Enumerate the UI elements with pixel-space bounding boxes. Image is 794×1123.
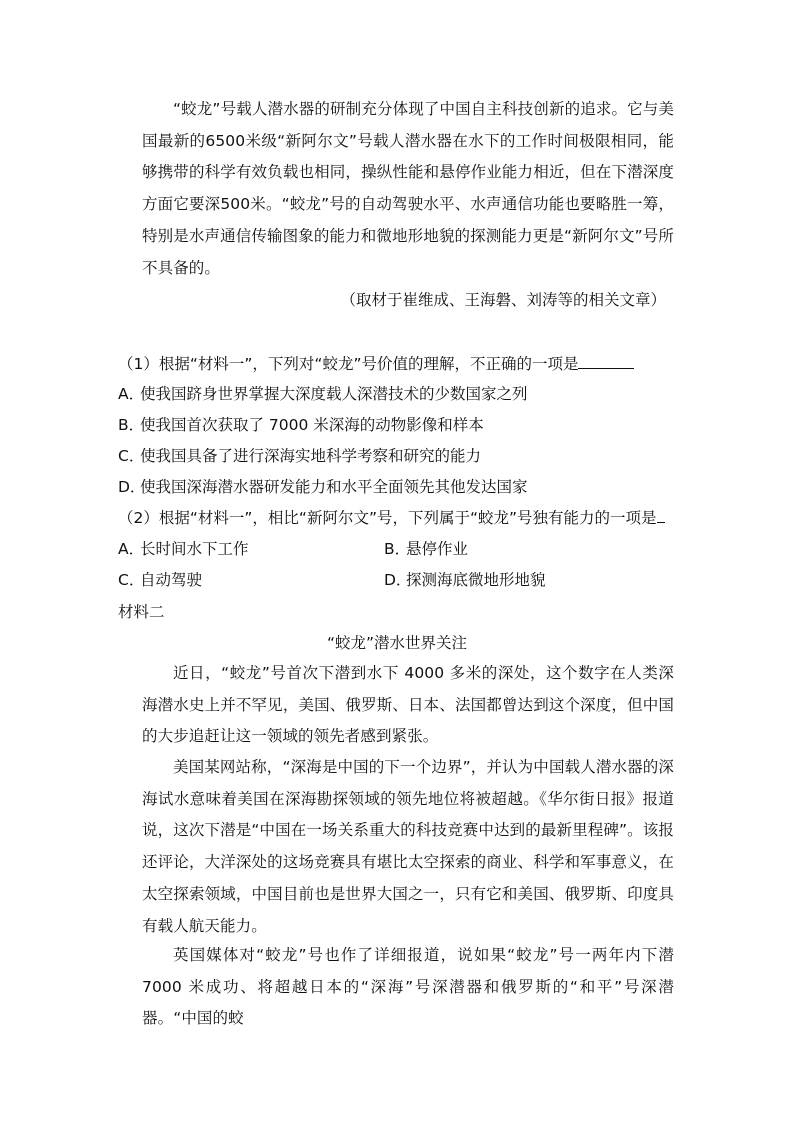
question-1-option-c: C．使我国具备了进行深海实地科学考察和研究的能力 — [118, 447, 482, 465]
question-2-stem: （2）根据“材料一”，相比“新阿尔文”号，下列属于“蛟龙”号独有能力的一项是 — [118, 506, 665, 530]
question-2-option-c: C．自动驾驶 — [118, 571, 203, 589]
question-1-stem: （1）根据“材料一”，下列对“蛟龙”号价值的理解，不正确的一项是 — [118, 352, 634, 376]
question-1-option-b: B．使我国首次获取了 7000 米深海的动物影像和样本 — [118, 416, 484, 434]
question-2-option-d: D．探测海底微地形地貌 — [384, 571, 546, 589]
material-2-title: “蛟龙”潜水世界关注 — [326, 634, 468, 652]
material-1-source: （取材于崔维成、王海磐、刘涛等的相关文章） — [340, 291, 666, 309]
answer-blank[interactable] — [578, 353, 634, 370]
material-2-paragraph-1: 近日，“蛟龙”号首次下潜到水下 4000 多米的深处，这个数字在人类深海潜水史上并不罕见，美国、俄罗斯、日本、法国都曾达到这个深度，但中国的大步追赶让这一领域的领先者感到紧张。 — [142, 664, 674, 746]
material-2-paragraph-3: 英国媒体对“蛟龙”号也作了详细报道，说如果“蛟龙”号一两年内下潜 7000 米成功、将超越日本的“深海”号深潜器和俄罗斯的“和平”号深潜器。“中国的蛟 — [142, 946, 674, 1028]
material-2-label: 材料二 — [118, 603, 165, 621]
material-1-paragraph: “蛟龙”号载人潜水器的研制充分体现了中国自主科技创新的追求。它与美国最新的6500米级“新阿尔文”号载人潜水器在水下的工作时间极限相同，能够携带的科学有效负载也相同，操纵性能和悬停作业能力相近，但在下潜深度方面它要深500米。“蛟龙”号的自动驾驶水平、水声通信功能也要略胜一筹，特别是水声通信传输图象的能力和微地形地貌的探测能力更是“新阿尔文”号所不具备的。 — [142, 100, 674, 277]
question-2-option-b: B．悬停作业 — [384, 540, 469, 558]
question-1-option-a: A．使我国跻身世界掌握大深度载人深潜技术的少数国家之列 — [118, 385, 528, 403]
material-2-paragraph-2: 美国某网站称，“深海是中国的下一个边界”，并认为中国载人潜水器的深海试水意味着美国在深海勘探领域的领先地位将被超越。《华尔街日报》报道说，这次下潜是“中国在一场关系重大的科技竞赛中达到的最新里程碑”。该报还评论，大洋深处的这场竞赛具有堪比太空探索的商业、科学和军事意义，在太空探索领域，中国目前也是世界大国之一，只有它和美国、俄罗斯、印度具有载人航天能力。 — [142, 758, 674, 935]
question-1-option-d: D．使我国深海潜水器研发能力和水平全面领先其他发达国家 — [118, 478, 528, 496]
question-2-option-a: A．长时间水下工作 — [118, 540, 249, 558]
answer-blank[interactable] — [657, 507, 665, 524]
